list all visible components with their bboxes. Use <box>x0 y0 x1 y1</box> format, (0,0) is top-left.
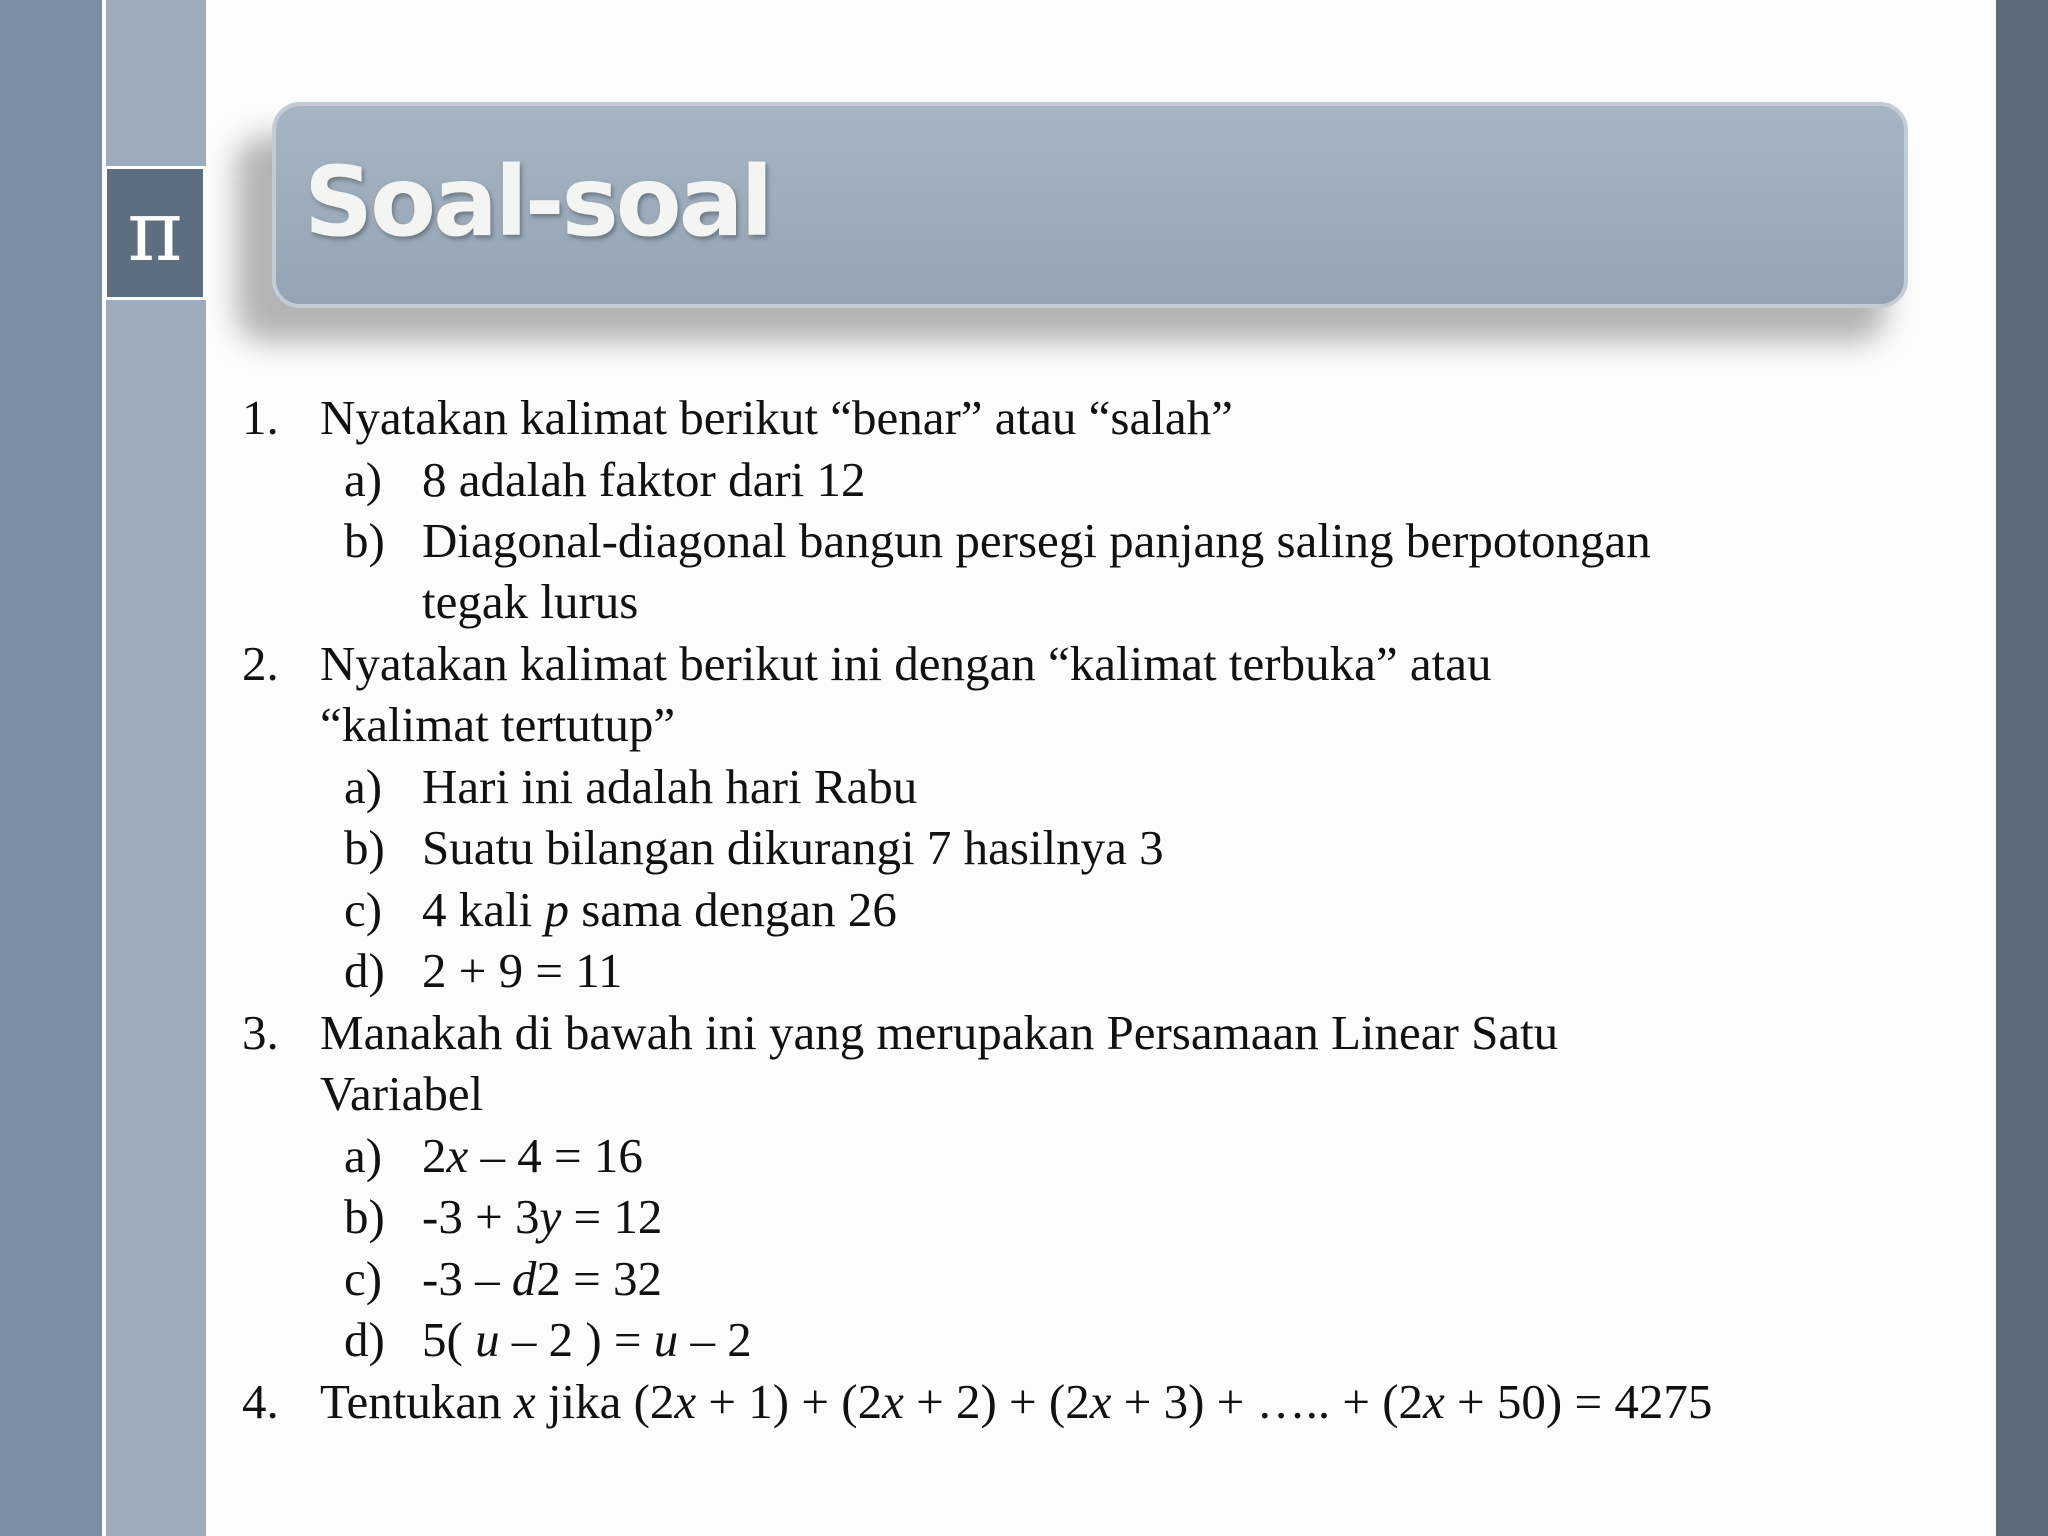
question-2-option-a-label: a) <box>344 759 383 814</box>
question-1-option-a-label: a) <box>344 452 383 507</box>
question-1-option-a-text: 8 adalah faktor dari 12 <box>422 452 866 507</box>
question-3-option-d-text: 5( u – 2 ) = u – 2 <box>422 1312 752 1367</box>
question-2-option-b-text: Suatu bilangan dikurangi 7 hasilnya 3 <box>422 820 1164 875</box>
question-2-option-d-label: d) <box>344 943 385 998</box>
question-3-option-b-text: -3 + 3y = 12 <box>422 1189 663 1244</box>
question-2-option-d-text: 2 + 9 = 11 <box>422 943 623 998</box>
question-2-number: 2. <box>242 636 279 691</box>
question-2-option-c-label: c) <box>344 882 383 937</box>
question-2-option-b-label: b) <box>344 820 385 875</box>
question-1-number: 1. <box>242 390 279 445</box>
question-2-text: Nyatakan kalimat berikut ini dengan “kalimat terbuka” atau <box>320 636 1492 691</box>
question-1-text: Nyatakan kalimat berikut “benar” atau “salah” <box>320 390 1233 445</box>
question-3-option-a-text: 2x – 4 = 16 <box>422 1128 643 1183</box>
question-3-text-cont: Variabel <box>320 1066 484 1121</box>
question-4-number: 4. <box>242 1374 279 1429</box>
question-4-text: Tentukan x jika (2x + 1) + (2x + 2) + (2x + 3) + ….. + (2x + 50) = 4275 <box>320 1374 1713 1429</box>
question-2-text-cont: “kalimat tertutup” <box>320 697 676 752</box>
question-3-option-a-label: a) <box>344 1128 383 1183</box>
question-3-option-d-label: d) <box>344 1312 385 1367</box>
question-3-option-c-text: -3 – d2 = 32 <box>422 1251 662 1306</box>
question-1-option-b-label: b) <box>344 513 385 568</box>
question-3-number: 3. <box>242 1005 279 1060</box>
question-2-option-a-text: Hari ini adalah hari Rabu <box>422 759 918 814</box>
question-1-option-b-text: Diagonal-diagonal bangun persegi panjang saling berpotongan <box>422 513 1651 568</box>
question-3-option-c-label: c) <box>344 1251 383 1306</box>
question-2-option-c-text: 4 kali p sama dengan 26 <box>422 882 897 937</box>
slide-title: Soal-soal <box>304 146 771 258</box>
pi-icon: π <box>104 166 206 300</box>
question-1-option-b-text-cont: tegak lurus <box>422 574 639 629</box>
question-3-text: Manakah di bawah ini yang merupakan Persamaan Linear Satu <box>320 1005 1559 1060</box>
question-3-option-b-label: b) <box>344 1189 385 1244</box>
